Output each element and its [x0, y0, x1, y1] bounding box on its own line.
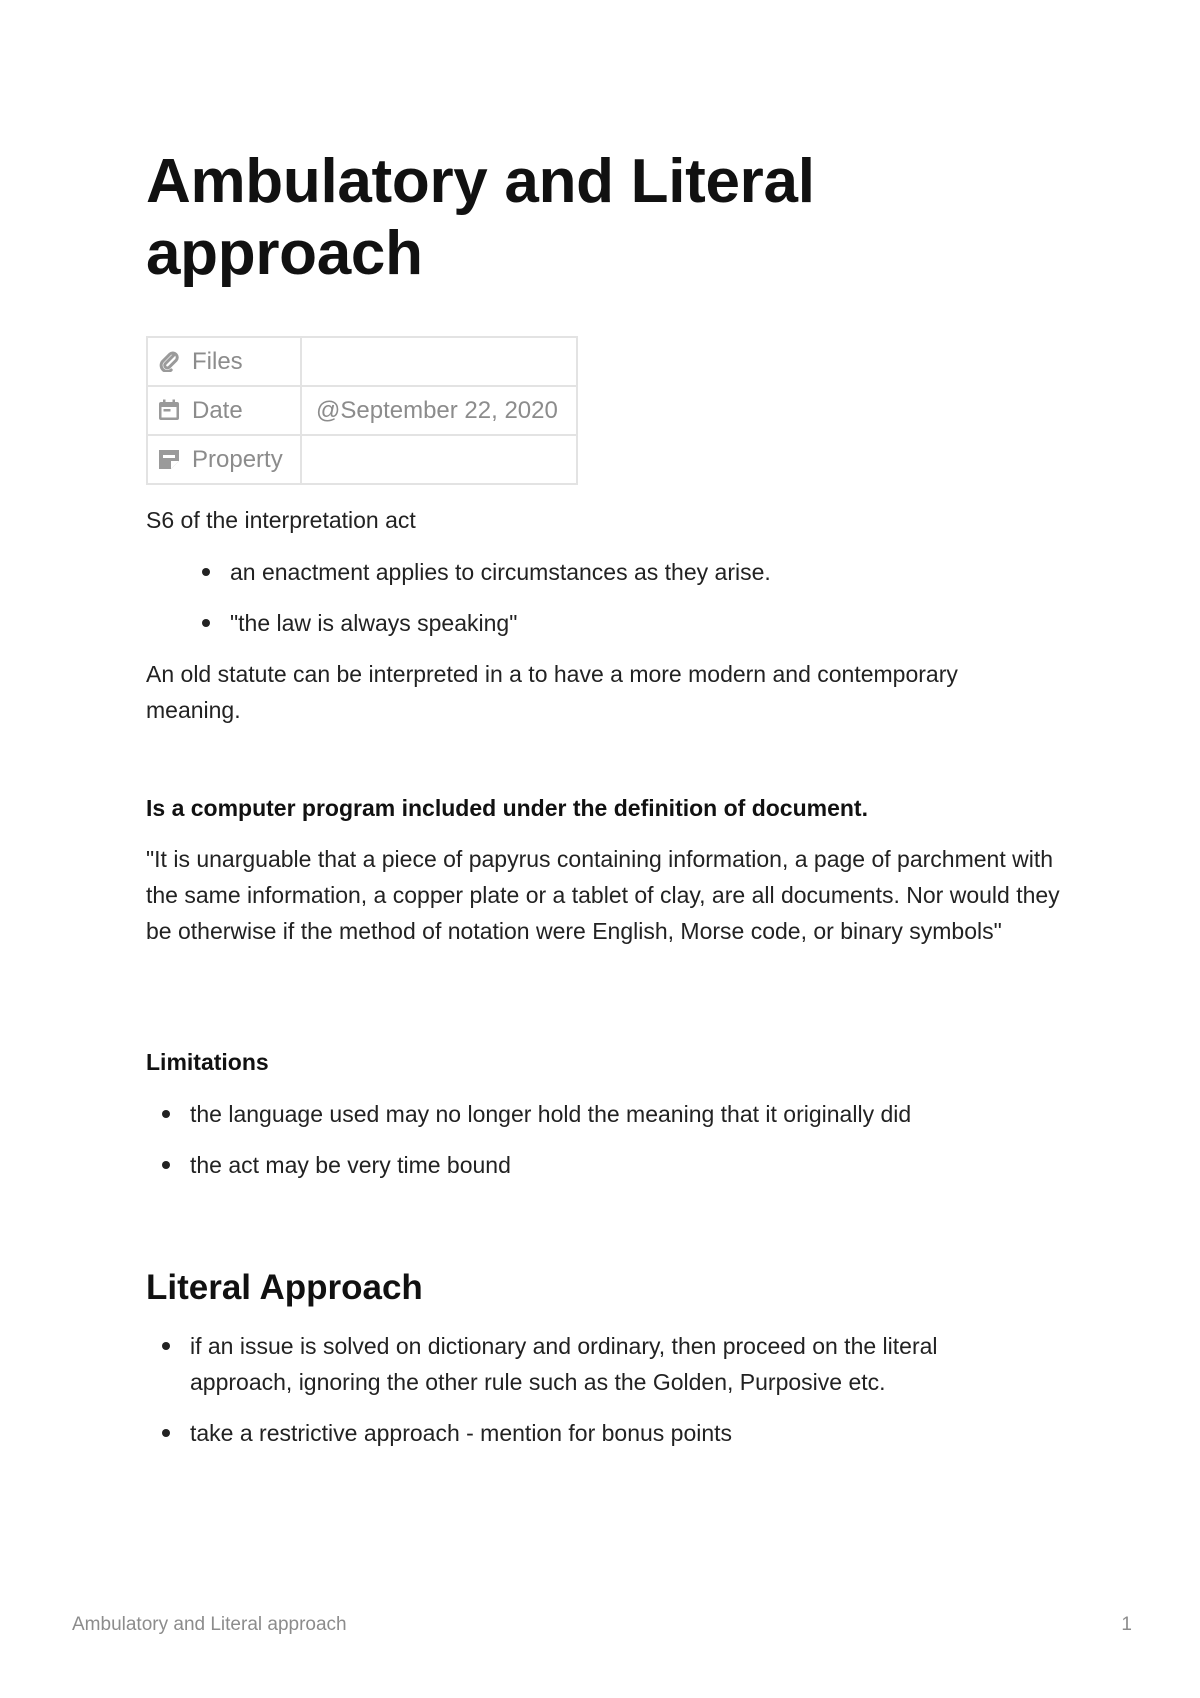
- list-item: "the law is always speaking": [186, 605, 1046, 641]
- bullet-icon: [162, 1110, 170, 1118]
- footer-document-title: Ambulatory and Literal approach: [72, 1614, 347, 1635]
- document-quote: "It is unarguable that a piece of papyrus containing information, a page of parchment with the same information, a copper plate or a tablet of clay, are all documents. Nor would they be otherwise if the method of notation were English, Morse code, or binary symbols": [146, 846, 1060, 944]
- note-icon: [158, 448, 180, 470]
- property-value-date[interactable]: @September 22, 2020: [301, 386, 577, 435]
- property-label-date: Date: [192, 396, 243, 424]
- statute-paragraph: An old statute can be interpreted in a to have a more modern and contemporary meaning.: [146, 661, 958, 723]
- intro-bullet-list: [186, 554, 1046, 641]
- list-item: an enactment applies to circumstances as they arise.: [186, 554, 1046, 590]
- footer-page-number: 1: [1121, 1614, 1132, 1635]
- property-label-property: Property: [192, 445, 283, 473]
- literal-approach-list: [146, 1328, 1006, 1451]
- literal-approach-heading: Literal Approach: [146, 1268, 423, 1307]
- bullet-icon: [162, 1342, 170, 1350]
- property-key: [147, 386, 301, 435]
- limitations-list: [146, 1096, 1046, 1183]
- list-item: the act may be very time bound: [146, 1147, 1046, 1183]
- page-title: Ambulatory and Literal approach: [146, 147, 815, 288]
- paperclip-icon: [158, 350, 180, 372]
- property-value-property[interactable]: [301, 435, 577, 484]
- property-row: [147, 386, 577, 435]
- property-row: [147, 337, 577, 386]
- properties-table: [146, 336, 578, 485]
- property-label-files: Files: [192, 347, 243, 375]
- calendar-icon: [158, 399, 180, 421]
- property-row: [147, 435, 577, 484]
- property-key: [147, 337, 301, 386]
- list-item: if an issue is solved on dictionary and ordinary, then proceed on the literal approach, ignoring the other rule such as the Golden, Purposive etc.: [146, 1328, 1006, 1400]
- list-item: take a restrictive approach - mention for bonus points: [146, 1415, 1006, 1451]
- intro-text: S6 of the interpretation act: [146, 507, 416, 533]
- bullet-icon: [162, 1429, 170, 1437]
- bullet-icon: [202, 619, 210, 627]
- list-item: the language used may no longer hold the meaning that it originally did: [146, 1096, 1046, 1132]
- limitations-heading: Limitations: [146, 1049, 269, 1075]
- property-value-files[interactable]: [301, 337, 577, 386]
- bullet-icon: [202, 568, 210, 576]
- bullet-icon: [162, 1161, 170, 1169]
- question-heading: Is a computer program included under the definition of document.: [146, 795, 868, 821]
- property-key: [147, 435, 301, 484]
